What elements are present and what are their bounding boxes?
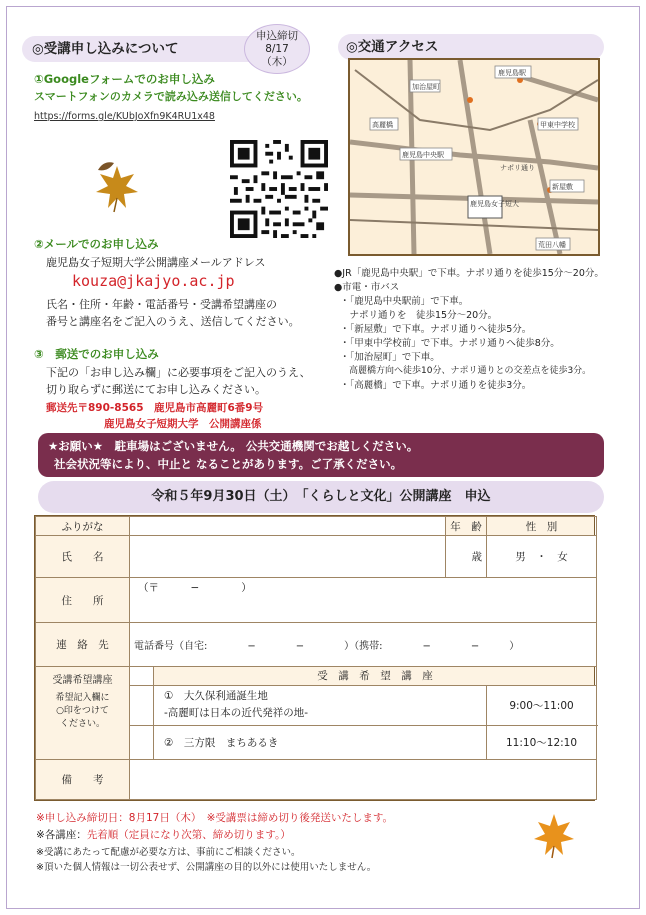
gender-field[interactable]: 男 ・ 女 <box>487 536 597 578</box>
map-label-napoli: ナポリ通り <box>500 164 535 172</box>
form-url-link[interactable]: https://forms.gle/KUbJoXfn9K4RU1x48 <box>34 111 215 122</box>
course-label-cell <box>36 666 130 759</box>
map-label-koraibashi: 高麗橋 <box>372 121 393 129</box>
mail-address-line2: 鹿児島女子短期大学 公開講座係 <box>104 418 262 430</box>
course1-subtitle: -高麗町は日本の近代発祥の地- <box>164 707 309 720</box>
bus-line-2: ナポリ通りを 徒歩15分～20分。 <box>340 310 498 321</box>
age-unit: 歳 <box>471 551 483 564</box>
footer-first-come: ※各講座：先着順（定員になり次第、締め切ります。） <box>36 829 291 841</box>
gender-label: 性 別 <box>487 517 597 536</box>
map-label-chuo-station: 鹿児島中央駅 <box>402 151 444 159</box>
postal-code-field: （〒 − ） <box>138 582 252 595</box>
age-field[interactable] <box>446 536 487 578</box>
address-field[interactable] <box>130 578 597 623</box>
course1-cell <box>154 685 487 725</box>
bus-line-7: ・「高麗橋」で下車。ナポリ通りを徒歩3分。 <box>340 380 532 391</box>
course1-checkbox[interactable] <box>130 685 154 725</box>
application-form <box>34 515 595 801</box>
method1-sub: スマートフォンのカメラで読み込み送信してください。 <box>34 90 308 103</box>
course1-title: ① 大久保利通誕生地 <box>164 690 268 703</box>
application-form-banner: 令和５年9月30日（土） 「くらしと文化」公開講座 申込 <box>38 481 604 513</box>
method2-title: ②メールでのお申し込み <box>34 237 159 251</box>
map-label-kotochu: 甲東中学校 <box>540 121 575 129</box>
notice-line1: ★お願い★ 駐車場はございません。 公共交通機関でお越しください。 <box>48 439 419 453</box>
footer-deadline: ※申し込み締切日：8月17日（木） ※受講票は締め切り後発送いたします。 <box>36 812 394 824</box>
deadline-date: 8/17 <box>265 43 289 55</box>
course1-time: 9:00～11:00 <box>487 685 597 725</box>
bus-line-1: ・「鹿児島中央駅前」で下車。 <box>340 296 469 307</box>
apply-section-title: ◎受講申し込みについて <box>22 36 262 62</box>
furigana-label: ふりがな <box>36 517 130 536</box>
access-map <box>348 58 600 256</box>
remarks-label: 備 考 <box>36 759 130 799</box>
contact-label: 連 絡 先 <box>36 623 130 666</box>
course-header: 受 講 希 望 講 座 <box>154 666 597 685</box>
method3-line1: 下記の「お申し込み欄」に必要事項をご記入のうえ、 <box>46 366 311 379</box>
maple-leaf-icon <box>532 812 576 860</box>
notice-line2: 社会状況等により、中止と なることがあります。ご了承ください。 <box>54 457 403 471</box>
deadline-label: 申込締切 <box>256 30 298 42</box>
name-field[interactable] <box>130 536 446 578</box>
bus-line-6: 高麗橋方向へ徒歩10分、ナポリ通りとの交差点を徒歩3分。 <box>340 366 592 376</box>
bus-line-5: ・「加治屋町」で下車。 <box>340 352 440 363</box>
course-label: 受講希望講座 <box>52 674 113 686</box>
first-come-note: 先着順（定員になり次第、締め切ります。） <box>86 829 291 841</box>
footer-privacy: ※頂いた個人情報は一切公表せず、公開講座の目的以外には使用いたしません。 <box>36 862 377 873</box>
notice-box <box>38 433 604 477</box>
course-note: 希望記入欄に ○印をつけて ください。 <box>55 692 110 729</box>
address-label: 住 所 <box>36 578 130 623</box>
map-label-shinyashiki: 新屋敷 <box>552 183 573 191</box>
map-label-kajiyacho: 加治屋町 <box>412 83 440 91</box>
email-address-link[interactable]: kouza@jkajyo.ac.jp <box>72 272 235 290</box>
method2-line1: 鹿児島女子短期大学公開講座メールアドレス <box>46 256 266 269</box>
method2-line3: 番号と講座名をご記入のうえ、送信してください。 <box>46 315 300 328</box>
furigana-field[interactable] <box>130 517 446 536</box>
age-label: 年 齢 <box>446 517 487 536</box>
map-label-arata: 荒田八幡 <box>538 241 566 249</box>
phone-field[interactable]: 電話番号（自宅: − − ）（携帯: − − ） <box>130 623 597 666</box>
deadline-day: （木） <box>261 56 293 68</box>
deadline-badge <box>244 24 310 74</box>
footer-consult: ※受講にあたって配慮が必要な方は、事前にご相談ください。 <box>36 847 301 858</box>
bus-access-title: ●市電・市バス <box>334 282 400 293</box>
bus-line-4: ・「甲東中学校前」で下車。ナポリ通りへ徒歩8分。 <box>340 338 560 349</box>
remarks-field[interactable] <box>130 759 597 799</box>
course2-title: ② 三方限 まちあるき <box>154 725 487 759</box>
course2-time: 11:10～12:10 <box>487 725 597 759</box>
course2-checkbox[interactable] <box>130 725 154 759</box>
access-section-title: ◎交通アクセス <box>338 34 604 60</box>
qr-code <box>230 140 328 238</box>
jr-access: ●JR「鹿児島中央駅」で下車。ナポリ通りを徒歩15分～20分。 <box>334 268 604 279</box>
method3-line2: 切り取らずに郵送にてお申し込みください。 <box>46 383 266 396</box>
method1-title: ①Googleフォームでのお申し込み <box>34 72 215 86</box>
map-label-college: 鹿児島女子短大 <box>470 200 519 208</box>
mail-address-line1: 郵送先〒890-8565 鹿児島市高麗町6番9号 <box>46 402 264 414</box>
method3-title: ③ 郵送でのお申し込み <box>34 347 159 361</box>
name-label: 氏 名 <box>36 536 130 578</box>
bus-line-3: ・「新屋敷」で下車。ナポリ通りへ徒歩5分。 <box>340 324 532 335</box>
map-label-kagoshima-station: 鹿児島駅 <box>498 69 526 77</box>
method2-line2: 氏名・住所・年齢・電話番号・受講希望講座の <box>46 298 277 311</box>
small-leaf-icon <box>96 160 116 174</box>
